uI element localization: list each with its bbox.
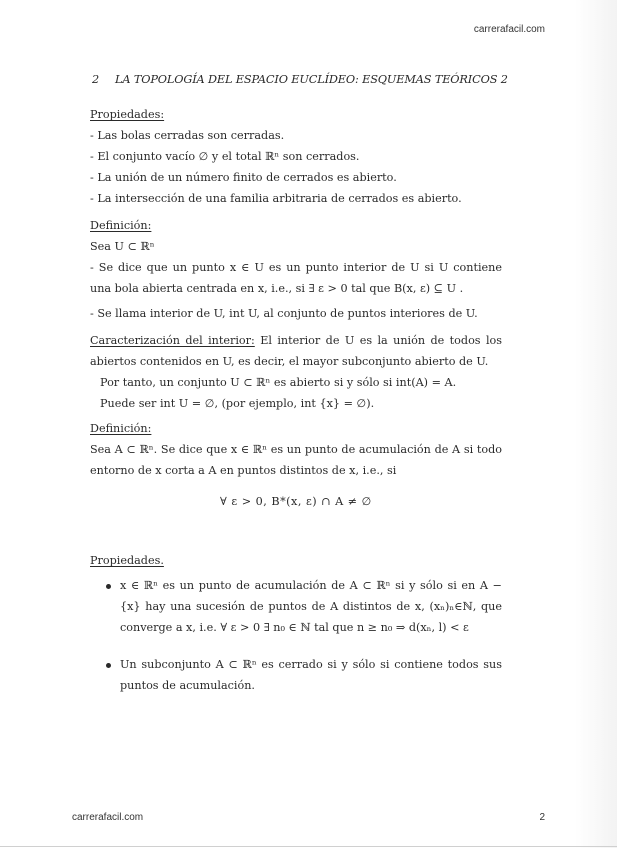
property-item: - El conjunto vacío ∅ y el total ℝⁿ son cerrados. xyxy=(90,150,360,163)
section-heading-definition-2: Definición: xyxy=(90,422,152,435)
bullet-icon xyxy=(106,663,111,668)
property-item: - Las bolas cerradas son cerradas. xyxy=(90,129,285,142)
definition-setup: Sea U ⊂ ℝⁿ xyxy=(90,240,155,253)
property-item: - La unión de un número finito de cerrados es abierto. xyxy=(90,171,397,184)
page-number: 2 xyxy=(539,812,545,823)
bullet-icon xyxy=(106,584,111,589)
section-heading-properties-2: Propiedades. xyxy=(90,554,164,567)
accumulation-formula: ∀ ε > 0, B*(x, ε) ∩ A ≠ ∅ xyxy=(220,495,372,508)
list-item-text: x ∈ ℝⁿ es un punto de acumulación de A ⊂ ℝⁿ si y sólo si en A − {x} hay una sucesión de puntos de A distintos de x, (xₙ)ₙ∈ℕ, que converge a x, i.e. ∀ ε > 0 ∃ n₀ ∈ ℕ tal que n ≥ n₀ ⇒ d(xₙ, l) < ε xyxy=(120,579,502,634)
section-heading-characterization: Caracterización del interior: xyxy=(90,334,255,347)
section-heading-definition: Definición: xyxy=(90,219,152,232)
characterization-consequence: Por tanto, un conjunto U ⊂ ℝⁿ es abierto si y sólo si int(A) = A. xyxy=(100,376,457,389)
characterization-text: El interior de U es la unión de todos los abiertos contenidos en U, es decir, el mayor subconjunto abierto de U. xyxy=(90,334,503,368)
running-header xyxy=(92,73,508,86)
chapter-title: LA TOPOLOGÍA DEL ESPACIO EUCLÍDEO: ESQUEMAS TEÓRICOS 2 xyxy=(115,73,508,86)
definition-interior: - Se llama interior de U, int U, al conjunto de puntos interiores de U. xyxy=(90,307,478,320)
chapter-number: 2 xyxy=(92,73,100,86)
list-item xyxy=(106,575,502,638)
page-body xyxy=(90,104,502,712)
characterization-paragraph xyxy=(90,330,502,372)
footer-divider xyxy=(0,846,617,847)
header-site-url: carrerafacil.com xyxy=(473,24,545,35)
scan-shadow xyxy=(575,0,617,848)
properties-list xyxy=(90,575,502,696)
definition-accumulation-point: Sea A ⊂ ℝⁿ. Se dice que x ∈ ℝⁿ es un punto de acumulación de A si todo entorno de x corta a A en puntos distintos de x, i.e., si xyxy=(90,443,502,477)
footer-site-url: carrerafacil.com xyxy=(72,812,144,823)
list-item xyxy=(106,654,502,696)
spacer xyxy=(90,520,502,550)
property-item: - La intersección de una familia arbitraria de cerrados es abierto. xyxy=(90,192,462,205)
characterization-example: Puede ser int U = ∅, (por ejemplo, int {x} = ∅). xyxy=(100,397,375,410)
definition-interior-point: - Se dice que un punto x ∈ U es un punto interior de U si U contiene una bola abierta centrada en x, i.e., si ∃ ε > 0 tal que B(x, ε) ⊆ U . xyxy=(90,261,502,295)
list-item-text: Un subconjunto A ⊂ ℝⁿ es cerrado si y sólo si contiene todos sus puntos de acumulación. xyxy=(120,658,502,692)
section-heading-properties: Propiedades: xyxy=(90,108,165,121)
